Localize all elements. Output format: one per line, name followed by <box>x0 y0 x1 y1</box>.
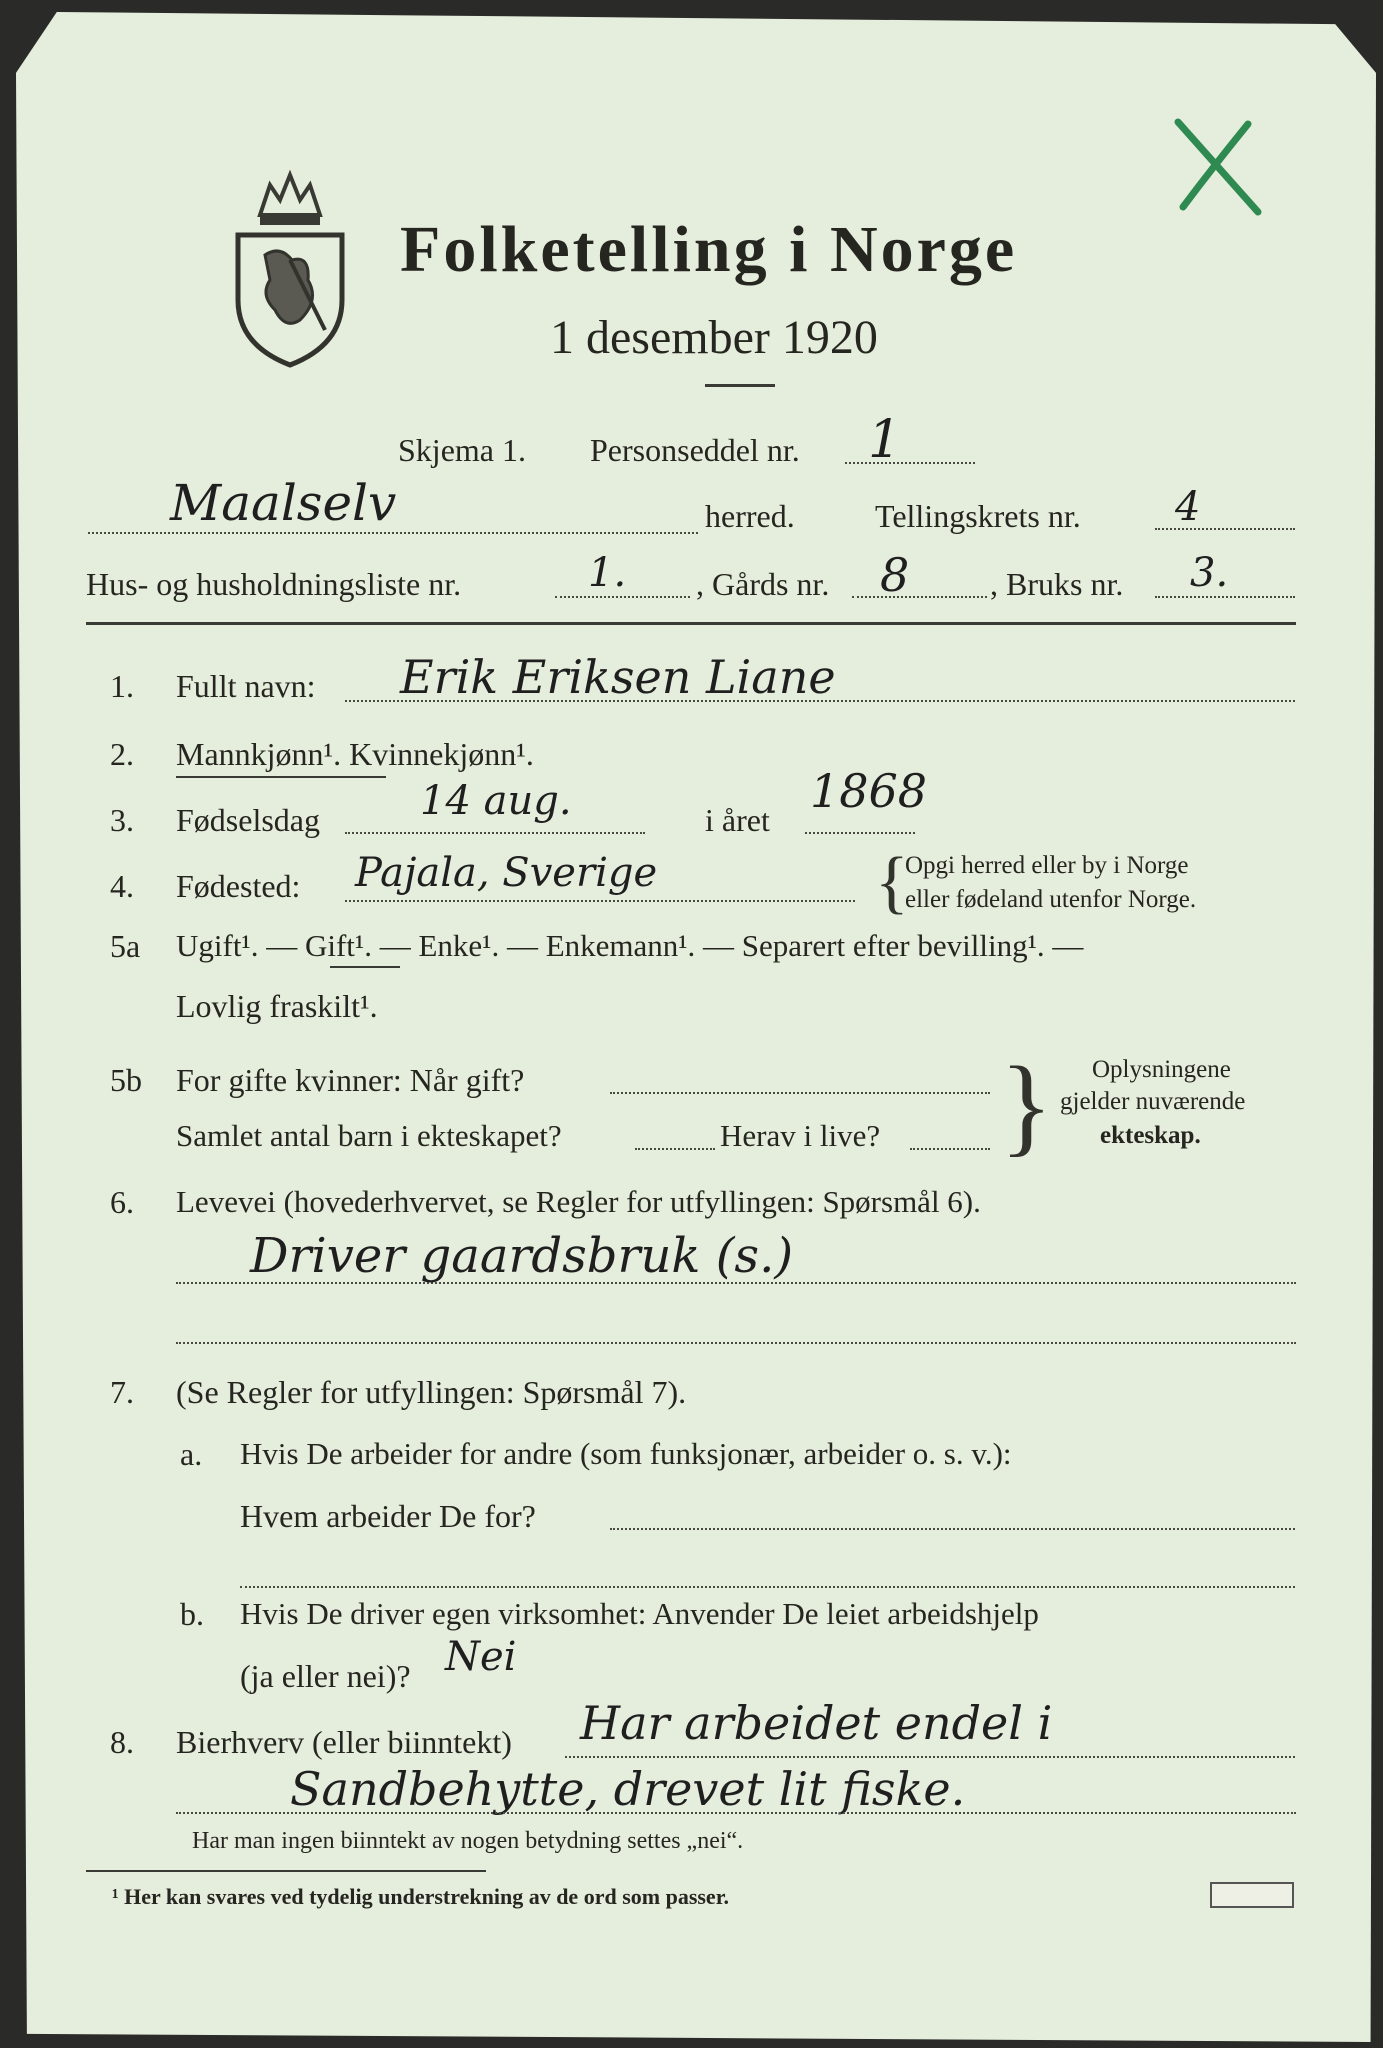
q5a-marital-options[interactable]: Ugift¹. — Gift¹. — Enke¹. — Enkemann¹. — Separert efter bevilling¹. — <box>176 928 1084 963</box>
q6-number: 6. <box>110 1184 134 1220</box>
q4-label: Fødested: <box>176 868 301 904</box>
q7b-letter: b. <box>180 1596 204 1632</box>
gards-field-line[interactable] <box>852 596 987 598</box>
q4-note-line-2: eller fødeland utenfor Norge. <box>905 886 1197 913</box>
tellingskrets-value: 4 <box>1175 484 1201 530</box>
q8-number: 8. <box>110 1724 134 1760</box>
q2-number: 2. <box>110 736 134 772</box>
q1-full-name-value: Erik Eriksen Liane <box>400 650 836 704</box>
gards-value: 8 <box>880 548 910 602</box>
q7b-answer-value: Nei <box>445 1634 517 1680</box>
q7a-field-line-1[interactable] <box>610 1528 1295 1530</box>
q5b-note-1: Oplysningene <box>1092 1056 1231 1083</box>
q5b-note-brace: } <box>1000 1044 1053 1166</box>
q7a-label-2: Hvem arbeider De for? <box>240 1498 536 1534</box>
form-date: 1 desember 1920 <box>550 311 878 364</box>
q3-year-label: i året <box>705 802 770 838</box>
q8-value-line-1: Har arbeidet endel i <box>580 1696 1053 1750</box>
q4-note-line-1: Opgi herred eller by i Norge <box>905 852 1189 879</box>
q4-birthplace-value: Pajala, Sverige <box>355 850 658 896</box>
q3-number: 3. <box>110 802 134 838</box>
footnote: ¹ Her kan svares ved tydelig understrekning av de ord som passer. <box>112 1884 729 1909</box>
q5b-label-children: Samlet antal barn i ekteskapet? <box>176 1118 562 1153</box>
q7a-field-line-2[interactable] <box>240 1586 1295 1588</box>
q7a-letter: a. <box>180 1436 203 1472</box>
q4-note-brace: { <box>875 844 909 921</box>
q2-gender-options[interactable]: Mannkjønn¹. Kvinnekjønn¹. <box>176 736 534 772</box>
q3-label: Fødselsdag <box>176 802 320 838</box>
q3-field-line[interactable] <box>345 832 645 834</box>
q1-label: Fullt navn: <box>176 668 316 704</box>
q3-year-field-line[interactable] <box>805 832 915 834</box>
green-x-mark-icon <box>1168 112 1268 222</box>
q3-birthday-value: 14 aug. <box>420 778 572 824</box>
q5b-number: 5b <box>110 1062 142 1098</box>
footnote-divider <box>86 1870 486 1872</box>
title-divider <box>705 384 775 387</box>
q8-note: Har man ingen biinntekt av nogen betydning settes „nei“. <box>192 1828 744 1854</box>
husholdningsliste-field-line[interactable] <box>555 596 690 598</box>
bruks-value: 3. <box>1190 550 1229 596</box>
q6-occupation-value: Driver gaardsbruk (s.) <box>250 1228 794 1284</box>
personseddel-field-line[interactable] <box>845 462 975 464</box>
herred-field-line[interactable] <box>88 532 698 534</box>
q8-label: Bierhverv (eller biinntekt) <box>176 1724 512 1760</box>
q5b-label-alive: Herav i live? <box>720 1118 881 1153</box>
personseddel-value: 1 <box>868 410 902 470</box>
q7-number: 7. <box>110 1374 134 1410</box>
q4-number: 4. <box>110 868 134 904</box>
coat-of-arms-icon <box>230 160 350 370</box>
tellingskrets-label: Tellingskrets nr. <box>875 498 1081 534</box>
q8-value-line-2: Sandbehytte, drevet lit fiske. <box>290 1762 966 1816</box>
q5a-marital-options-2[interactable]: Lovlig fraskilt¹. <box>176 988 378 1024</box>
q5a-number: 5a <box>110 928 141 964</box>
herred-label: herred. <box>705 498 795 534</box>
q2-underline-mannkjonn <box>176 776 386 778</box>
q5b-label-married: For gifte kvinner: Når gift? <box>176 1062 525 1098</box>
personseddel-label: Personseddel nr. <box>590 432 800 468</box>
q7a-label-1: Hvis De arbeider for andre (som funksjonær, arbeider o. s. v.): <box>240 1436 1012 1471</box>
q7-label: (Se Regler for utfyllingen: Spørsmål 7). <box>176 1374 687 1410</box>
printer-stamp <box>1210 1882 1294 1908</box>
herred-value: Maalselv <box>170 474 397 532</box>
q6-field-line-2[interactable] <box>176 1342 1296 1344</box>
husholdningsliste-label: Hus- og husholdningsliste nr. <box>86 566 462 602</box>
q5b-children-field-line[interactable] <box>635 1148 715 1150</box>
q5a-underline-gift <box>330 966 400 968</box>
bruks-label: , Bruks nr. <box>990 566 1124 602</box>
q8-field-line-1[interactable] <box>565 1756 1295 1758</box>
q5b-note-3: ekteskap. <box>1100 1122 1201 1149</box>
husholdningsliste-value: 1. <box>588 550 627 596</box>
q1-number: 1. <box>110 668 134 704</box>
q7b-label-2: (ja eller nei)? <box>240 1658 411 1694</box>
q7b-label-1: Hvis De driver egen virksomhet: Anvender De leiet arbeidshjelp <box>240 1596 1039 1631</box>
skjema-label: Skjema 1. <box>398 432 526 468</box>
q8-field-line-2[interactable] <box>176 1812 1296 1814</box>
q6-label: Levevei (hovederhvervet, se Regler for utfyllingen: Spørsmål 6). <box>176 1184 981 1219</box>
gards-label: , Gårds nr. <box>696 566 830 602</box>
q4-field-line[interactable] <box>345 900 855 902</box>
q3-year-value: 1868 <box>810 764 928 818</box>
header-separator <box>86 622 1296 625</box>
form-title: Folketelling i Norge <box>400 213 1018 286</box>
q5b-note-2: gjelder nuværende <box>1060 1088 1246 1115</box>
q5b-alive-field-line[interactable] <box>910 1148 990 1150</box>
q5b-married-field-line[interactable] <box>610 1092 990 1094</box>
bruks-field-line[interactable] <box>1155 596 1295 598</box>
